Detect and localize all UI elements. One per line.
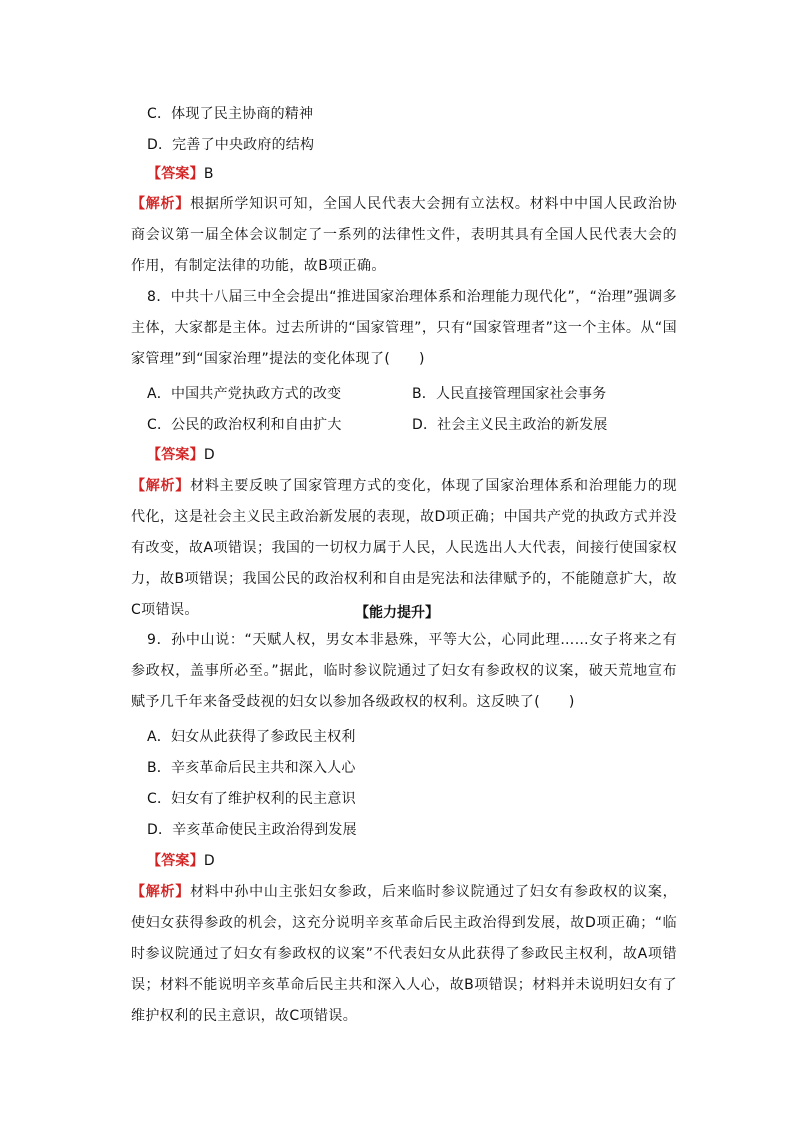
q9-stem: 9．孙中山说：“天赋人权，男女本非悬殊，平等大公，心同此理……女子将来之有参政权，盖事所必至。”据此，临时参议院通过了妇女有参政权的议案，破天荒地宣布赋予几千年来备受歧视的妇女以参加各级政权的权利。这反映了( )	[131, 632, 677, 710]
answer-value: B	[203, 166, 214, 182]
section-heading: 【能力提升】	[355, 605, 439, 621]
answer-value: D	[203, 447, 215, 463]
analysis-tag: 【解析】	[131, 196, 191, 212]
q8-option-d: D．社会主义民主政治的新发展	[412, 417, 608, 433]
q9-option-c: C．妇女有了维护权利的民主意识	[147, 791, 356, 807]
q8-analysis	[131, 471, 677, 626]
q9-option-d: D．辛亥革命使民主政治得到发展	[147, 822, 357, 838]
answer-value: D	[203, 853, 215, 869]
answer-tag: 【答案】	[147, 447, 204, 463]
q8-option-b: B．人民直接管理国家社会事务	[412, 386, 607, 402]
analysis-tag: 【解析】	[131, 478, 191, 494]
q8-stem: 8．中共十八届三中全会提出“推进国家治理体系和治理能力现代化”，“治理”强调多主体，大家都是主体。过去所讲的“国家管理”，只有“国家管理者”这一个主体。从“国家管理”到“国家治理”提法的变化体现了( )	[131, 289, 677, 367]
q8-option-a: A．中国共产党执政方式的改变	[147, 386, 342, 402]
prev-answer	[147, 166, 214, 182]
analysis-text: 根据所学知识可知，全国人民代表大会拥有立法权。材料中中国人民政治协商会议第一届全体会议制定了一系列的法律性文件，表明其具有全国人民代表大会的作用，有制定法律的功能，故B项正确。	[131, 196, 677, 274]
analysis-tag: 【解析】	[131, 884, 191, 900]
analysis-text: 材料主要反映了国家管理方式的变化，体现了国家治理体系和治理能力的现代化，这是社会主义民主政治新发展的表现，故D项正确；中国共产党的执政方式并没有改变，故A项错误；我国的一切权力属于人民，人民选出人大代表，间接行使国家权力，故B项错误；我国公民的政治权利和自由是宪法和法律赋予的，不能随意扩大，故C项错误。	[131, 478, 677, 618]
q8-answer	[147, 447, 215, 463]
analysis-text: 材料中孙中山主张妇女参政，后来临时参议院通过了妇女有参政权的议案，使妇女获得参政的机会，这充分说明辛亥革命后民主政治得到发展，故D项正确；“临时参议院通过了妇女有参政权的议案”不代表妇女从此获得了参政民主权利，故A项错误；材料不能说明辛亥革命后民主共和深入人心，故B项错误；材料并未说明妇女有了维护权利的民主意识，故C项错误。	[131, 884, 677, 1024]
answer-tag: 【答案】	[147, 166, 204, 182]
q9-analysis	[131, 877, 677, 1032]
q8-option-c: C．公民的政治权利和自由扩大	[147, 417, 342, 433]
q9-answer	[147, 853, 215, 869]
prev-option-d: D．完善了中央政府的结构	[147, 137, 315, 153]
prev-analysis	[131, 189, 677, 282]
answer-tag: 【答案】	[147, 853, 204, 869]
prev-option-c: C．体现了民主协商的精神	[147, 106, 314, 122]
q9-option-b: B．辛亥革命后民主共和深入人心	[147, 760, 356, 776]
q9-option-a: A．妇女从此获得了参政民主权利	[147, 729, 356, 745]
